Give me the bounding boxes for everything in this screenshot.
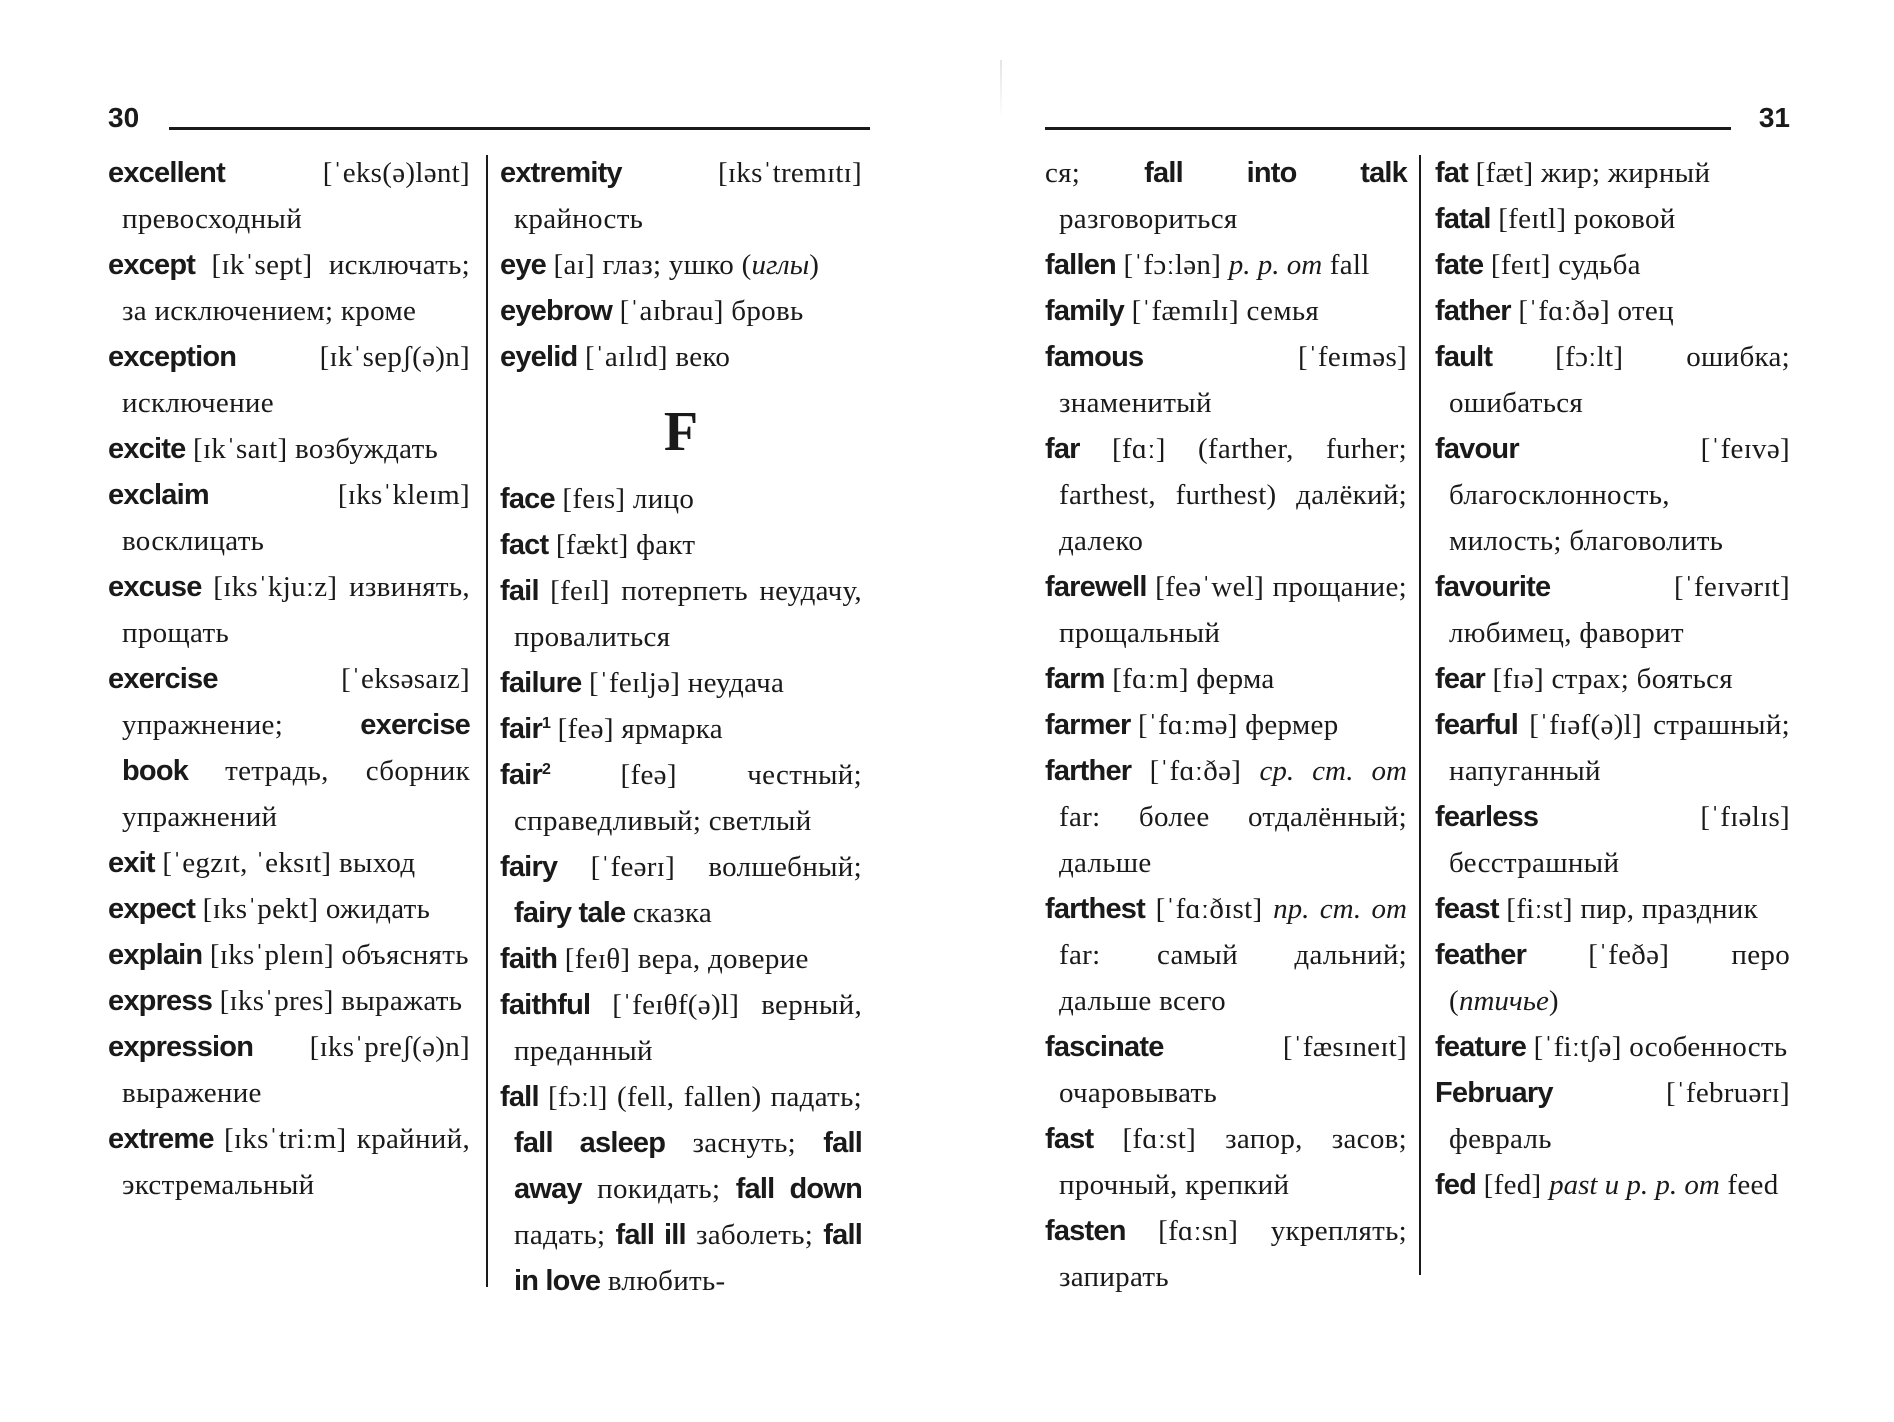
grammar-note: ср. ст. от — [1259, 755, 1407, 787]
entry-text: [ɪksˈkleɪm] восклицать — [122, 479, 470, 557]
entry-text: fall — [1322, 249, 1370, 281]
dictionary-entry — [108, 1116, 470, 1208]
dictionary-entry — [1045, 748, 1407, 886]
headword: expect — [108, 893, 196, 925]
dictionary-entry — [1435, 702, 1790, 794]
entry-text: [ˈeks(ə)lənt] превосходный — [122, 157, 470, 235]
headword: fall — [500, 1081, 539, 1113]
dictionary-entry — [108, 472, 470, 564]
headword: far — [1045, 433, 1080, 465]
dictionary-entry — [500, 752, 862, 844]
headword: father — [1435, 295, 1511, 327]
headword: exercise — [108, 663, 218, 695]
headword: fast — [1045, 1123, 1094, 1155]
headword: farmer — [1045, 709, 1131, 741]
dictionary-entry — [500, 660, 862, 706]
dictionary-entry — [108, 656, 470, 840]
entry-text: тетрадь, сборник упражнений — [122, 755, 470, 833]
dictionary-entry — [1045, 334, 1407, 426]
grammar-note: пр. ст. от — [1273, 893, 1407, 925]
dictionary-entry — [1435, 932, 1790, 1024]
column-1 — [108, 150, 470, 1208]
homonym-index: 1 — [541, 715, 551, 732]
headword: farthest — [1045, 893, 1145, 925]
entry-text: [fɑːst] запор, засов; прочный, крепкий — [1059, 1123, 1407, 1201]
grammar-note: птичье — [1458, 985, 1549, 1017]
entry-text: [ɪkˈsaɪt] возбуждать — [185, 433, 439, 465]
dictionary-entry — [1435, 886, 1790, 932]
entry-text: [fed] — [1476, 1169, 1550, 1201]
column-divider — [486, 155, 488, 1287]
headword: farther — [1045, 755, 1132, 787]
dictionary-entry — [1045, 288, 1407, 334]
header-rule — [1045, 127, 1731, 130]
phrase: fall in love — [514, 1219, 862, 1297]
entry-text: [aɪ] глаз; ушко ( — [546, 249, 752, 281]
entry-text: [feə] честный; справедливый; светлый — [514, 759, 862, 837]
dictionary-entry — [108, 564, 470, 656]
dictionary-entry — [1045, 1208, 1407, 1300]
dictionary-entry — [500, 844, 862, 936]
entry-text: [ˈfæmɪlɪ] семья — [1124, 295, 1320, 327]
entry-text: [ɪkˈsepʃ(ə)n] исключение — [122, 341, 470, 419]
entry-text: [ˈfeɪməs] знаменитый — [1059, 341, 1407, 419]
entry-text: [fɑːsn] укреплять; запирать — [1059, 1215, 1407, 1293]
headword: family — [1045, 295, 1125, 327]
phrase: fall away — [514, 1127, 862, 1205]
entry-text: [ˈfɔːlən] — [1115, 249, 1229, 281]
headword: exception — [108, 341, 237, 373]
entry-text: [ˈfeɪθf(ə)l] верный, преданный — [514, 989, 862, 1067]
entry-text: [fɑːm] ферма — [1104, 663, 1275, 695]
phrase: fall ill — [615, 1219, 686, 1251]
right-page — [955, 0, 1894, 1422]
entries-after-heading — [500, 476, 862, 1304]
headword: excuse — [108, 571, 202, 603]
dictionary-entry — [108, 334, 470, 426]
entry-text: [ˈfeərɪ] волшебный; — [557, 851, 862, 883]
headword: feature — [1435, 1031, 1527, 1063]
dictionary-entry — [108, 978, 470, 1024]
dictionary-entry — [500, 242, 862, 288]
entry-text: far: самый дальний; дальше всего — [1059, 939, 1407, 1017]
entry-text: [ɪksˈpleɪn] объяснять — [202, 939, 469, 971]
entry-text: [feɪθ] вера, доверие — [557, 943, 809, 975]
dictionary-entry — [500, 150, 862, 242]
entry-text: [ɪksˈtremɪtɪ] крайность — [514, 157, 862, 235]
dictionary-entry — [108, 150, 470, 242]
dictionary-entry — [1435, 150, 1790, 196]
entry-text: [feəˈwel] прощание; прощальный — [1059, 571, 1407, 649]
grammar-note: иглы — [751, 249, 810, 281]
headword: express — [108, 985, 213, 1017]
entry-text: [ˈfɑːðə] — [1131, 755, 1260, 787]
column-2 — [1435, 150, 1790, 1208]
entry-text: [fæt] жир; жирный — [1468, 157, 1711, 189]
dictionary-entry — [500, 334, 862, 380]
entry-text: [fækt] факт — [548, 529, 696, 561]
grammar-note: past и p. p. от — [1549, 1169, 1720, 1201]
entry-text: [ˈfeɪljə] неудача — [581, 667, 785, 699]
entries-before-heading — [500, 150, 862, 380]
column-divider — [1419, 155, 1421, 1275]
dictionary-entry — [1435, 196, 1790, 242]
entry-text: заснуть; — [665, 1127, 824, 1159]
headword: fed — [1435, 1169, 1477, 1201]
headword: fact — [500, 529, 549, 561]
headword: faithful — [500, 989, 591, 1021]
right-header — [1045, 92, 1790, 132]
header-rule — [169, 127, 870, 130]
dictionary-entry — [500, 982, 862, 1074]
entry-text: [ˈfeɪvərɪt] любимец, фаворит — [1449, 571, 1790, 649]
headword: February — [1435, 1077, 1553, 1109]
headword: fear — [1435, 663, 1485, 695]
headword: famous — [1045, 341, 1144, 373]
entry-text: [ˈfeɪvə] благосклонность, милость; благоволить — [1449, 433, 1790, 557]
headword: fair$^2$ — [500, 759, 551, 791]
entry-text: покидать; — [581, 1173, 736, 1205]
left-header — [108, 92, 870, 132]
letter-heading: F — [663, 401, 699, 463]
dictionary-entry — [1045, 886, 1407, 1024]
entry-text: [ˈfiːtʃə] особенность — [1526, 1031, 1788, 1063]
homonym-index: 2 — [541, 761, 551, 778]
entry-text: влюбить- — [600, 1265, 726, 1297]
entry-text: [ɪksˈpekt] ожидать — [195, 893, 431, 925]
entry-text: [feə] ярмарка — [550, 713, 723, 745]
entry-text: [ɪkˈsept] исключать; за исключением; кроме — [122, 249, 470, 327]
headword: favour — [1435, 433, 1519, 465]
entry-text: заболеть; — [685, 1219, 824, 1251]
entry-text: [feɪt] судьба — [1483, 249, 1641, 281]
entry-text: [ˈfɑːðə] отец — [1510, 295, 1674, 327]
headword: eyelid — [500, 341, 578, 373]
headword: excellent — [108, 157, 225, 189]
dictionary-entry — [108, 242, 470, 334]
entry-text: [feɪs] лицо — [554, 483, 695, 515]
entry-text: [ˈfeðə] перо ( — [1449, 939, 1790, 1017]
dictionary-entry — [1045, 656, 1407, 702]
headword: fearful — [1435, 709, 1519, 741]
dictionary-entry — [1435, 334, 1790, 426]
headword: faith — [500, 943, 558, 975]
entry-text: feed — [1719, 1169, 1779, 1201]
headword: fate — [1435, 249, 1484, 281]
entry-text: ) — [1548, 985, 1559, 1017]
headword: fairy — [500, 851, 558, 883]
entry-text: [ˈegzɪt, ˈeksɪt] выход — [154, 847, 416, 879]
phrase: exercise book — [122, 709, 470, 787]
headword: explain — [108, 939, 203, 971]
dictionary-entry — [1045, 1116, 1407, 1208]
dictionary-entry — [500, 476, 862, 522]
headword: fallen — [1045, 249, 1116, 281]
grammar-note: p. p. от — [1228, 249, 1323, 281]
entry-text: [ˈfɑːmə] фермер — [1130, 709, 1339, 741]
entry-text: [ˈfɑːðɪst] — [1144, 893, 1274, 925]
headword: fat — [1435, 157, 1469, 189]
entry-text: [ˈfɪəlɪs] бесстрашный — [1449, 801, 1790, 879]
entry-text: [ˈfɪəf(ə)l] страшный; напуганный — [1449, 709, 1790, 787]
dictionary-entry — [1045, 564, 1407, 656]
entry-text: far: более отдалённый; дальше — [1059, 801, 1407, 879]
headword: eye — [500, 249, 546, 281]
headword: feast — [1435, 893, 1499, 925]
headword: exit — [108, 847, 155, 879]
entry-text: [fɪə] страх; бояться — [1485, 663, 1733, 695]
headword: fasten — [1045, 1215, 1126, 1247]
headword: expression — [108, 1031, 254, 1063]
entry-text: сказка — [625, 897, 713, 929]
headword: fault — [1435, 341, 1493, 373]
headword: fatal — [1435, 203, 1491, 235]
phrase: fall down — [735, 1173, 862, 1205]
dictionary-entry — [500, 568, 862, 660]
headword: excite — [108, 433, 186, 465]
headword: face — [500, 483, 555, 515]
dictionary-entry — [500, 522, 862, 568]
page-number: 31 — [1758, 102, 1790, 133]
headword: farewell — [1045, 571, 1147, 603]
entry-text: [fɑː] (farther, furher; farthest, furthest) далёкий; далеко — [1059, 433, 1407, 557]
entry-text: ) — [809, 249, 820, 281]
entry-text: разговориться — [1059, 203, 1238, 235]
dictionary-entry — [500, 706, 862, 752]
dictionary-entry — [1435, 656, 1790, 702]
page-number: 30 — [108, 102, 140, 133]
dictionary-entry — [108, 426, 470, 472]
dictionary-entry — [1045, 242, 1407, 288]
headword: fearless — [1435, 801, 1539, 833]
column-1 — [1045, 150, 1407, 1300]
entry-text: [ˈfebruərɪ] февраль — [1449, 1077, 1790, 1155]
dictionary-entry — [1435, 1070, 1790, 1162]
dictionary-entry — [1435, 1162, 1790, 1208]
headword: favourite — [1435, 571, 1551, 603]
entry-text: [ɪksˈpres] выражать — [212, 985, 463, 1017]
headword: except — [108, 249, 196, 281]
dictionary-entry — [1045, 1024, 1407, 1116]
entry-text: [ˈaɪbrau] бровь — [612, 295, 804, 327]
column-2 — [500, 150, 862, 1304]
headword: fascinate — [1045, 1031, 1164, 1063]
headword: extreme — [108, 1123, 214, 1155]
dictionary-entry — [500, 936, 862, 982]
dictionary-entry — [1435, 564, 1790, 656]
entry-text: [fɔːl] (fell, fallen) падать; — [538, 1081, 862, 1113]
dictionary-entry — [500, 1074, 862, 1304]
headword: feather — [1435, 939, 1527, 971]
dictionary-entry — [108, 840, 470, 886]
entry-text: [ɪksˈpreʃ(ə)n] выражение — [122, 1031, 470, 1109]
entry-text: [ˈfæsɪneɪt] очаровывать — [1059, 1031, 1407, 1109]
headword: fail — [500, 575, 539, 607]
entry-text: падать; — [514, 1219, 616, 1251]
entry-text: [ˈaɪlɪd] веко — [577, 341, 731, 373]
entry-text: [ɪksˈtriːm] крайний, экстремальный — [122, 1123, 470, 1201]
entry-text: [feɪl] потерпеть неудачу, провалиться — [514, 575, 862, 653]
dictionary-entry — [500, 288, 862, 334]
dictionary-entry — [1045, 702, 1407, 748]
entry-text: [fiːst] пир, праздник — [1498, 893, 1758, 925]
headword: fair$^1$ — [500, 713, 551, 745]
left-page — [0, 0, 940, 1422]
entry-text: [fɔːlt] ошибка; ошибаться — [1449, 341, 1790, 419]
dictionary-entry — [1045, 426, 1407, 564]
entry-text: [feɪtl] роковой — [1490, 203, 1676, 235]
headword: extremity — [500, 157, 622, 189]
entry-text: ся; — [1045, 157, 1145, 189]
headword: eyebrow — [500, 295, 613, 327]
dictionary-entry — [1045, 150, 1407, 242]
headword: farm — [1045, 663, 1105, 695]
dictionary-entry — [108, 932, 470, 978]
dictionary-entry — [1435, 794, 1790, 886]
entry-text: [ɪksˈkjuːz] извинять, прощать — [122, 571, 470, 649]
phrase: fall into talk — [1144, 157, 1407, 189]
dictionary-entry — [1435, 1024, 1790, 1070]
dictionary-entry — [1435, 242, 1790, 288]
dictionary-entry — [1435, 426, 1790, 564]
phrase: fall asleep — [514, 1127, 666, 1159]
dictionary-entry — [108, 1024, 470, 1116]
entry-text: [ˈeksəsaɪz] упражнение; — [122, 663, 470, 741]
dictionary-entry — [1435, 288, 1790, 334]
headword: exclaim — [108, 479, 209, 511]
dictionary-entry — [108, 886, 470, 932]
headword: failure — [500, 667, 582, 699]
phrase: fairy tale — [514, 897, 626, 929]
